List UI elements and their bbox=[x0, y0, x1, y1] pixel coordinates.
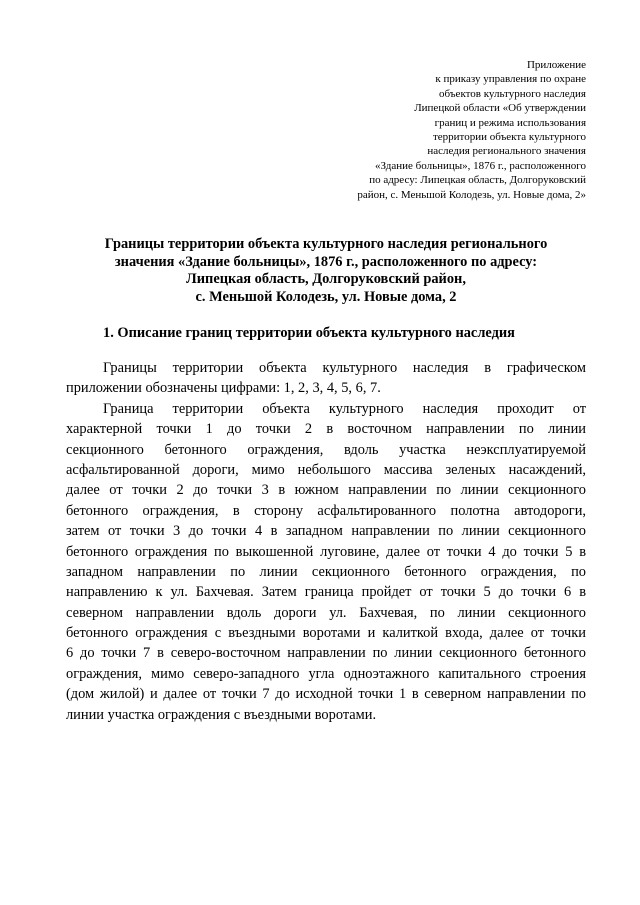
section-heading: 1. Описание границ территории объекта культурного наследия bbox=[103, 325, 515, 341]
appendix-line: к приказу управления по охране bbox=[435, 73, 586, 86]
paragraph-line: западном направлении по линии секционного бетонного ограждения, по bbox=[66, 563, 586, 580]
title-line: Липецкая область, Долгоруковский район, bbox=[186, 271, 466, 287]
paragraph-boundary bbox=[66, 399, 586, 725]
paragraph-line: ограждения, мимо северо-западного угла одноэтажного капитального строения bbox=[66, 665, 586, 682]
paragraph-line: бетонного ограждения с въездными воротами и калиткой входа, далее от точки bbox=[66, 625, 586, 642]
paragraph-line: северном направлении вдоль дороги ул. Бахчевая, по линии секционного bbox=[66, 604, 586, 621]
paragraph-line: Граница территории объекта культурного наследия проходит от bbox=[103, 400, 586, 417]
appendix-header bbox=[300, 58, 586, 202]
paragraph-line: (дом жилой) и далее от точки 7 до исходной точки 1 в северном направлении по bbox=[66, 686, 586, 703]
paragraph-line: бетонного ограждения, в сторону асфальтированного полотна автодороги, bbox=[66, 502, 586, 519]
paragraph-points bbox=[66, 358, 586, 399]
paragraph-line: приложении обозначены цифрами: 1, 2, 3, 4, 5, 6, 7. bbox=[66, 380, 381, 397]
appendix-line: границ и режима использования bbox=[434, 116, 586, 129]
appendix-line: район, с. Меньшой Колодезь, ул. Новые дома, 2» bbox=[357, 188, 586, 201]
section-body bbox=[66, 358, 586, 725]
paragraph-line: характерной точки 1 до точки 2 в восточном направлении по линии bbox=[66, 421, 586, 438]
title-line: с. Меньшой Колодезь, ул. Новые дома, 2 bbox=[195, 288, 457, 305]
title-line: значения «Здание больницы», 1876 г., расположенного по адресу: bbox=[114, 253, 538, 270]
paragraph-line: 6 до точки 7 в северо-восточном направлении по линии секционного бетонного bbox=[66, 645, 586, 662]
appendix-line: по адресу: Липецкая область, Долгоруковский bbox=[369, 174, 586, 187]
appendix-line: «Здание больницы», 1876 г., расположенного bbox=[375, 159, 586, 172]
appendix-line: Липецкой области «Об утверждении bbox=[414, 102, 586, 115]
appendix-line: территории объекта культурного bbox=[432, 131, 586, 144]
paragraph-line: асфальтированной дороги, мимо небольшого массива зеленых насаждений, bbox=[66, 461, 586, 478]
paragraph-line: далее от точки 2 до точки 3 в южном направлении по линии секционного bbox=[66, 482, 586, 499]
paragraph-line: направлению к ул. Бахчевая. Затем граница пройдет от точки 5 до точки 6 в bbox=[66, 584, 586, 601]
appendix-line: объектов культурного наследия bbox=[439, 87, 586, 100]
appendix-line: наследия регионального значения bbox=[427, 145, 586, 158]
appendix-line: Приложение bbox=[526, 59, 586, 71]
title-line: Границы территории объекта культурного наследия регионального bbox=[104, 236, 548, 252]
paragraph-line: затем от точки 3 до точки 4 в западном направлении по линии секционного bbox=[66, 523, 586, 540]
document-title bbox=[66, 236, 586, 306]
paragraph-line: Границы территории объекта культурного наследия в графическом bbox=[103, 360, 586, 376]
paragraph-line: бетонного ограждения по выкошенной луговине, далее от точки 4 до точки 5 в bbox=[66, 543, 586, 560]
paragraph-line: секционного бетонного ограждения, вдоль участка неэксплуатируемой bbox=[66, 441, 586, 458]
paragraph-line: линии участка ограждения с въездными воротами. bbox=[66, 706, 377, 723]
